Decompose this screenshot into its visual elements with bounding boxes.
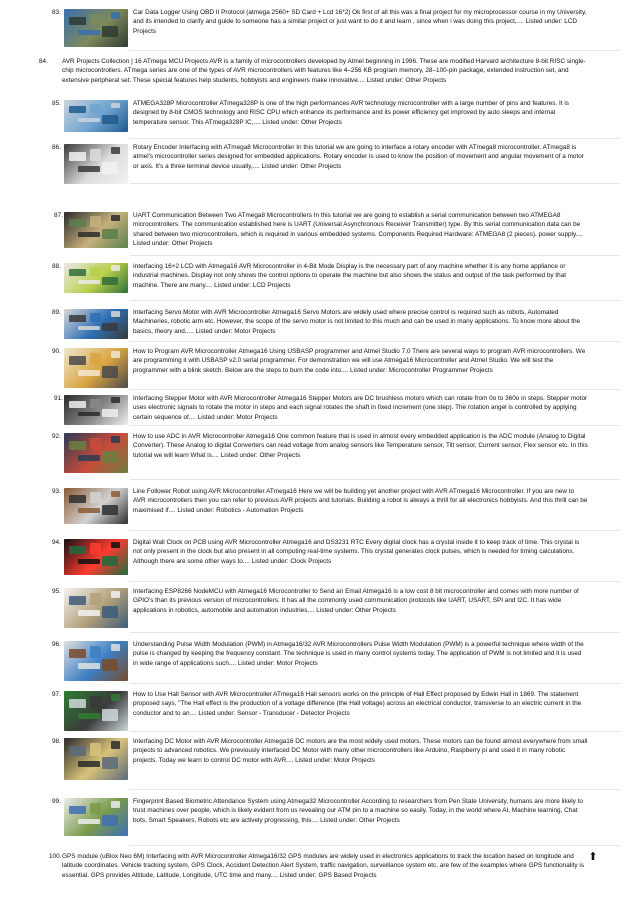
thumbnail-component bbox=[111, 215, 120, 221]
thumbnail-component bbox=[69, 401, 86, 408]
thumbnail-component bbox=[78, 166, 100, 172]
item-divider bbox=[130, 50, 620, 51]
thumbnail-component bbox=[90, 104, 102, 114]
item-divider bbox=[130, 530, 620, 531]
item-divider bbox=[130, 425, 620, 426]
item-number: 94. bbox=[52, 539, 61, 546]
project-thumbnail[interactable] bbox=[64, 144, 128, 184]
project-thumbnail[interactable] bbox=[64, 263, 128, 293]
item-number: 98. bbox=[52, 738, 61, 745]
thumbnail-component bbox=[78, 118, 100, 122]
project-thumbnail[interactable] bbox=[64, 100, 128, 132]
thumbnail-component bbox=[78, 610, 100, 616]
thumbnail-component bbox=[102, 757, 117, 769]
project-thumbnail[interactable] bbox=[64, 488, 128, 524]
item-number: 83. bbox=[52, 9, 61, 16]
item-description[interactable]: Understanding Pulse Width Modulation (PWM) in Atmega16/32 AVR Microcontrollers Pulse Width Modulation (PWM) is a powerful technique where width of the pulse is changed by keeping the frequency constant. The technique is used in many control systems today. The application of PWM is not limited and it is used in wide range of applications such.... Listed under: Motor Projects bbox=[133, 641, 584, 667]
thumbnail-component bbox=[69, 495, 86, 503]
item-divider bbox=[130, 632, 620, 633]
item-description[interactable]: AVR Projects Collection | 16 ATmega MCU Projects AVR is a family of microcontrollers developed by Atmel beginning in 1996. These are modified Harvard architecture 8-bit RISC single-chip microcontrollers. ATmega series are one of the types of AVR microcontrollers with features like 4–256 KB program memory, 28–100-pin package, extended instruction set, and extensive peripheral set. These special features help students, hobbyists and engineers make innovative.... Listed under: Other Projects bbox=[62, 58, 586, 84]
back-to-top-button[interactable] bbox=[588, 852, 598, 862]
thumbnail-component bbox=[69, 806, 86, 814]
thumbnail-component bbox=[78, 559, 100, 564]
item-number: 99. bbox=[52, 798, 61, 805]
thumbnail-component bbox=[111, 801, 120, 808]
thumbnail-component bbox=[102, 606, 117, 617]
thumbnail-component bbox=[69, 596, 86, 605]
thumbnail-component bbox=[90, 743, 102, 756]
project-thumbnail[interactable] bbox=[64, 691, 128, 731]
item-number: 84. bbox=[39, 58, 48, 65]
item-number: 92. bbox=[52, 433, 61, 440]
item-divider bbox=[130, 138, 620, 139]
item-divider bbox=[130, 683, 620, 684]
item-description[interactable]: GPS module (uBlox Neo 6M) Interfacing with AVR Microcontroller Atmega16/32 GPS modules are widely used in electronics applications to track the location based on longitude and latitude coordinates. Vehicle tracking system, GPS Clock, Accident Detection Alert System, traffic navigation, surveillance system etc. are few of the examples where GPS functionality is essential. GPS provides Altitude, Latitude, Longitude, UTC time and many.... Listed under: GPS Based Projects bbox=[62, 853, 585, 879]
thumbnail-component bbox=[69, 269, 86, 276]
thumbnail-component bbox=[111, 694, 120, 701]
item-description[interactable]: Interfacing ESP8266 NodeMCU with Atmega16 Microcontroller to Send an Email Atmega16 is a low cost 8 bit microcontroller and comes with more number of GPIO's than its previous version of microcontrollers. It has all the commonly used communication protocols like UART, USART, SPI and I2C. It has wide applications in robotics, automobile and automation industries.... Listed under: Other Projects bbox=[133, 588, 579, 614]
item-divider bbox=[130, 479, 620, 480]
item-number: 100. bbox=[49, 853, 62, 860]
thumbnail-component bbox=[78, 508, 100, 513]
item-number: 88. bbox=[52, 263, 61, 270]
item-description[interactable]: Line Follower Robot using AVR Microcontroller ATmega16 Here we will be building yet another project with AVR ATmega16 Microcontroller. If you are new to AVR microcontrollers then you can refer to previous AVR projects and tutorials. Building a robot is always a thrill for all electronics hobbyists. And this thrill can be maximised if.... Listed under: Robotics - Automation Projects bbox=[133, 488, 588, 514]
thumbnail-component bbox=[78, 326, 100, 330]
thumbnail-component bbox=[102, 115, 117, 124]
project-thumbnail[interactable] bbox=[64, 588, 128, 628]
project-thumbnail[interactable] bbox=[64, 539, 128, 575]
project-thumbnail[interactable] bbox=[64, 738, 128, 780]
thumbnail-component bbox=[69, 441, 86, 450]
thumbnail-component bbox=[111, 741, 120, 749]
thumbnail-component bbox=[102, 323, 117, 331]
thumbnail-component bbox=[90, 696, 102, 708]
thumbnail-component bbox=[111, 351, 120, 358]
thumbnail-component bbox=[69, 17, 86, 25]
thumbnail-component bbox=[90, 543, 102, 554]
item-number: 95. bbox=[52, 588, 61, 595]
thumbnail-component bbox=[90, 593, 102, 605]
thumbnail-component bbox=[90, 353, 102, 365]
project-thumbnail[interactable] bbox=[64, 212, 128, 248]
item-description[interactable]: UART Communication Between Two ATmega8 Microcontrollers In this tutorial we are going to establish a serial communication between two ATMEGA8 microcontrollers. The communication established here is UART (Universal Asynchronous Receiver Transmitter) type. By this serial communication data can be shared between two microcontrollers, which is required in various embedded systems. Components Required Hardware: ATMEGA8 (2 pieces), power supply.... Listed under: Other Projects bbox=[133, 212, 583, 247]
thumbnail-component bbox=[111, 436, 120, 443]
thumbnail-component bbox=[102, 277, 117, 285]
thumbnail-component bbox=[78, 30, 100, 35]
thumbnail-component bbox=[111, 491, 120, 497]
thumbnail-component bbox=[78, 370, 100, 376]
item-divider bbox=[130, 389, 620, 390]
item-number: 91. bbox=[54, 395, 63, 402]
thumbnail-component bbox=[78, 412, 100, 416]
thumbnail-component bbox=[78, 455, 100, 461]
thumbnail-component bbox=[90, 149, 102, 161]
project-thumbnail[interactable] bbox=[64, 9, 128, 47]
project-thumbnail[interactable] bbox=[64, 395, 128, 425]
item-number: 97. bbox=[52, 691, 61, 698]
thumbnail-component bbox=[69, 649, 86, 658]
item-number: 96. bbox=[52, 641, 61, 648]
thumbnail-component bbox=[90, 803, 102, 814]
arrow-up-icon: ⬆ bbox=[588, 851, 598, 863]
thumbnail-component bbox=[69, 746, 86, 755]
item-divider bbox=[130, 300, 620, 301]
project-thumbnail[interactable] bbox=[64, 798, 128, 836]
thumbnail-component bbox=[90, 646, 102, 658]
thumbnail-component bbox=[90, 267, 102, 276]
thumbnail-component bbox=[102, 709, 117, 720]
thumbnail-component bbox=[102, 505, 117, 515]
thumbnail-component bbox=[69, 356, 86, 365]
thumbnail-component bbox=[78, 819, 100, 824]
thumbnail-component bbox=[90, 14, 102, 25]
thumbnail-component bbox=[111, 397, 120, 402]
thumbnail-component bbox=[111, 147, 120, 154]
thumbnail-component bbox=[69, 546, 86, 554]
item-divider bbox=[130, 183, 620, 184]
thumbnail-component bbox=[102, 229, 117, 239]
item-description[interactable]: How to Program AVR Microcontroller Atmega16 Using USBASP programmer and Atmel Studio 7.0 There are several ways to program AVR microcontrollers. We are programming it with USBASP v2.0 serial programmer. For demonstration we will use Atmega16 Microcontroller and Atmel Studio. We will test the programmer with a blink sketch. Below are the steps to burn the code into.... Listed under: Microcontroller Programmer Projects bbox=[133, 348, 586, 374]
thumbnail-component bbox=[69, 699, 86, 708]
thumbnail-component bbox=[111, 311, 120, 316]
thumbnail-component bbox=[111, 265, 120, 270]
thumbnail-component bbox=[69, 315, 86, 322]
item-description[interactable]: Interfacing DC Motor with AVR Microcontroller Atmega16 DC motors are the most widely used motors. These motors can be found almost everywhere from small projects to advanced robotics. We previously interfaced DC Motor with many other microcontrollers like Arduino, Raspberry pi and used it in many robotic projects. Today we learn to control DC motor with AVR.... Listed under: Motor Projects bbox=[133, 738, 588, 764]
item-description[interactable]: Rotary Encoder Interfacing with ATmega8 Microcontroller In this tutorial we are going to interface a rotary encoder with ATmega8 microcontroller. ATmega8 is atmel's microcontroller series designed for embedded applications. Rotary encoder is used to know the position of movement and angular movement of a motor or axis. It's a three terminal device usually,.... Listed under: Other Projects bbox=[133, 144, 584, 170]
thumbnail-component bbox=[102, 556, 117, 566]
project-thumbnail[interactable] bbox=[64, 348, 128, 388]
project-thumbnail[interactable] bbox=[64, 309, 128, 339]
thumbnail-component bbox=[78, 713, 100, 719]
thumbnail-component bbox=[90, 313, 102, 322]
item-description[interactable]: Car Data Logger Using OBD II Protocol (atmega 2560+ SD Card + Lcd 16*2) Ok first of all this was a final project for my microprocessor course in my University, and its intended to clarify and guide to someone has a similar project or just want to do it and learn , since when i was doing this project,.... Listed under: LCD Projects bbox=[133, 9, 587, 35]
thumbnail-component bbox=[111, 644, 120, 651]
thumbnail-component bbox=[102, 451, 117, 462]
item-divider bbox=[130, 789, 620, 790]
item-divider bbox=[130, 341, 620, 342]
thumbnail-component bbox=[78, 280, 100, 284]
item-description[interactable]: Digital Wall Clock on PCB using AVR Microcontroller Atmega16 and DS3231 RTC Every digital clock has a crystal inside it to keep track of time. This crystal is not only present in the clock but also present in all computing real-time systems. This crystal generates clock pulses, which is needed for timing calculations. Although there are some other ways to.... Listed under: Clock Projects bbox=[133, 539, 580, 565]
project-thumbnail[interactable] bbox=[64, 433, 128, 473]
thumbnail-component bbox=[111, 103, 120, 109]
item-description[interactable]: ATMEGA328P Microcontroller ATmega328P is one of the high performances AVR technology microcontroller with a large number of pins and features. It is designed by 8-bit CMOS technology and RISC CPU which enhance its performance and its power efficiency get improved by auto sleeps and internal temperature sensor. This ATmega328P IC,.... Listed under: Other Projects bbox=[133, 100, 569, 126]
thumbnail-component bbox=[102, 409, 117, 417]
item-number: 93. bbox=[52, 488, 61, 495]
item-number: 90. bbox=[52, 348, 61, 355]
thumbnail-component bbox=[78, 761, 100, 767]
thumbnail-component bbox=[78, 232, 100, 237]
item-divider bbox=[130, 845, 620, 846]
thumbnail-component bbox=[102, 815, 117, 826]
thumbnail-component bbox=[111, 542, 120, 548]
thumbnail-component bbox=[90, 492, 102, 503]
item-description[interactable]: How to Use Hall Sensor with AVR Microcontroller ATmega16 Hall sensors works on the principle of Hall Effect proposed by Edwin Hall in 1869. The statement proposed says, "The Hall effect is the production of a voltage difference (the Hall voltage) across an electrical conductor, transverse to an electric current in the conductor and to an.... Listed under: Sensor - Transducer - Detector Projects bbox=[133, 691, 582, 717]
thumbnail-component bbox=[111, 591, 120, 598]
thumbnail-component bbox=[102, 26, 117, 37]
item-description[interactable]: How to use ADC in AVR Microcontroller Atmega16 One common feature that is used in almost every embedded application is the ADC module (Analog to Digital Converter). These Analog to digital Converters can read voltage from analog sensors like Temperature sensor, Tilt sensor, Current sensor, Flex sensor etc. In this tutorial we will learn What is.... Listed under: Other Projects bbox=[133, 433, 588, 459]
project-thumbnail[interactable] bbox=[64, 641, 128, 681]
item-number: 86. bbox=[52, 144, 61, 151]
thumbnail-component bbox=[69, 219, 86, 227]
item-number: 85. bbox=[52, 100, 61, 107]
thumbnail-component bbox=[102, 366, 117, 377]
thumbnail-component bbox=[90, 438, 102, 450]
item-number: 89. bbox=[52, 309, 61, 316]
thumbnail-component bbox=[78, 663, 100, 669]
thumbnail-component bbox=[102, 162, 117, 173]
thumbnail-component bbox=[90, 399, 102, 408]
item-description[interactable]: Fingerprint Based Biometric Attendance System using Atmega32 Microcontroller According to researchers from Pen State University, humans are more likely to trust machines over people, which is likely evident from us revealing our ATM pin to a machine so easily. Today, in the world where AI, Machine learning, Chat bots, Smart Speakers, Robots etc are actively progressing, this.... Listed under: Other Projects bbox=[133, 798, 583, 824]
thumbnail-component bbox=[69, 106, 86, 113]
item-number: 87. bbox=[54, 212, 63, 219]
item-description[interactable]: Interfacing Stepper Motor with AVR Microcontroller Atmega16 Stepper Motors are DC brushless motors which can rotate from 0o to 360o in steps. Stepper motor uses electronic signals to rotate the motor in steps and each signal rotates the shaft in fixed increment (one step). The rotation angel is controlled by applying certain sequence of.... Listed under: Motor Projects bbox=[133, 395, 588, 421]
item-divider bbox=[130, 255, 620, 256]
item-divider bbox=[130, 731, 620, 732]
thumbnail-component bbox=[90, 216, 102, 227]
thumbnail-component bbox=[102, 659, 117, 670]
item-divider bbox=[130, 581, 620, 582]
thumbnail-component bbox=[69, 152, 86, 161]
item-description[interactable]: Interfacing 16×2 LCD with Atmega16 AVR Microcontroller in 4-Bit Mode Display is the necessary part of any machine whether it is any home appliance or industrial machines. Display not only shows the control options to operate the machine but also shows the status and output of the task performed by that machine. There are many.... Listed under: LCD Projects bbox=[133, 263, 567, 289]
item-description[interactable]: Interfacing Servo Motor with AVR Microcontroller Atmega16 Servo Motors are widely used where precise control is required such as robots, Automated Machineries, robotic arm etc. However, the scope of the servo motor is not limited to this much and can be used in many applications. To know more about the basics, theory and,.... Listed under: Motor Projects bbox=[133, 309, 581, 335]
thumbnail-component bbox=[111, 12, 120, 19]
